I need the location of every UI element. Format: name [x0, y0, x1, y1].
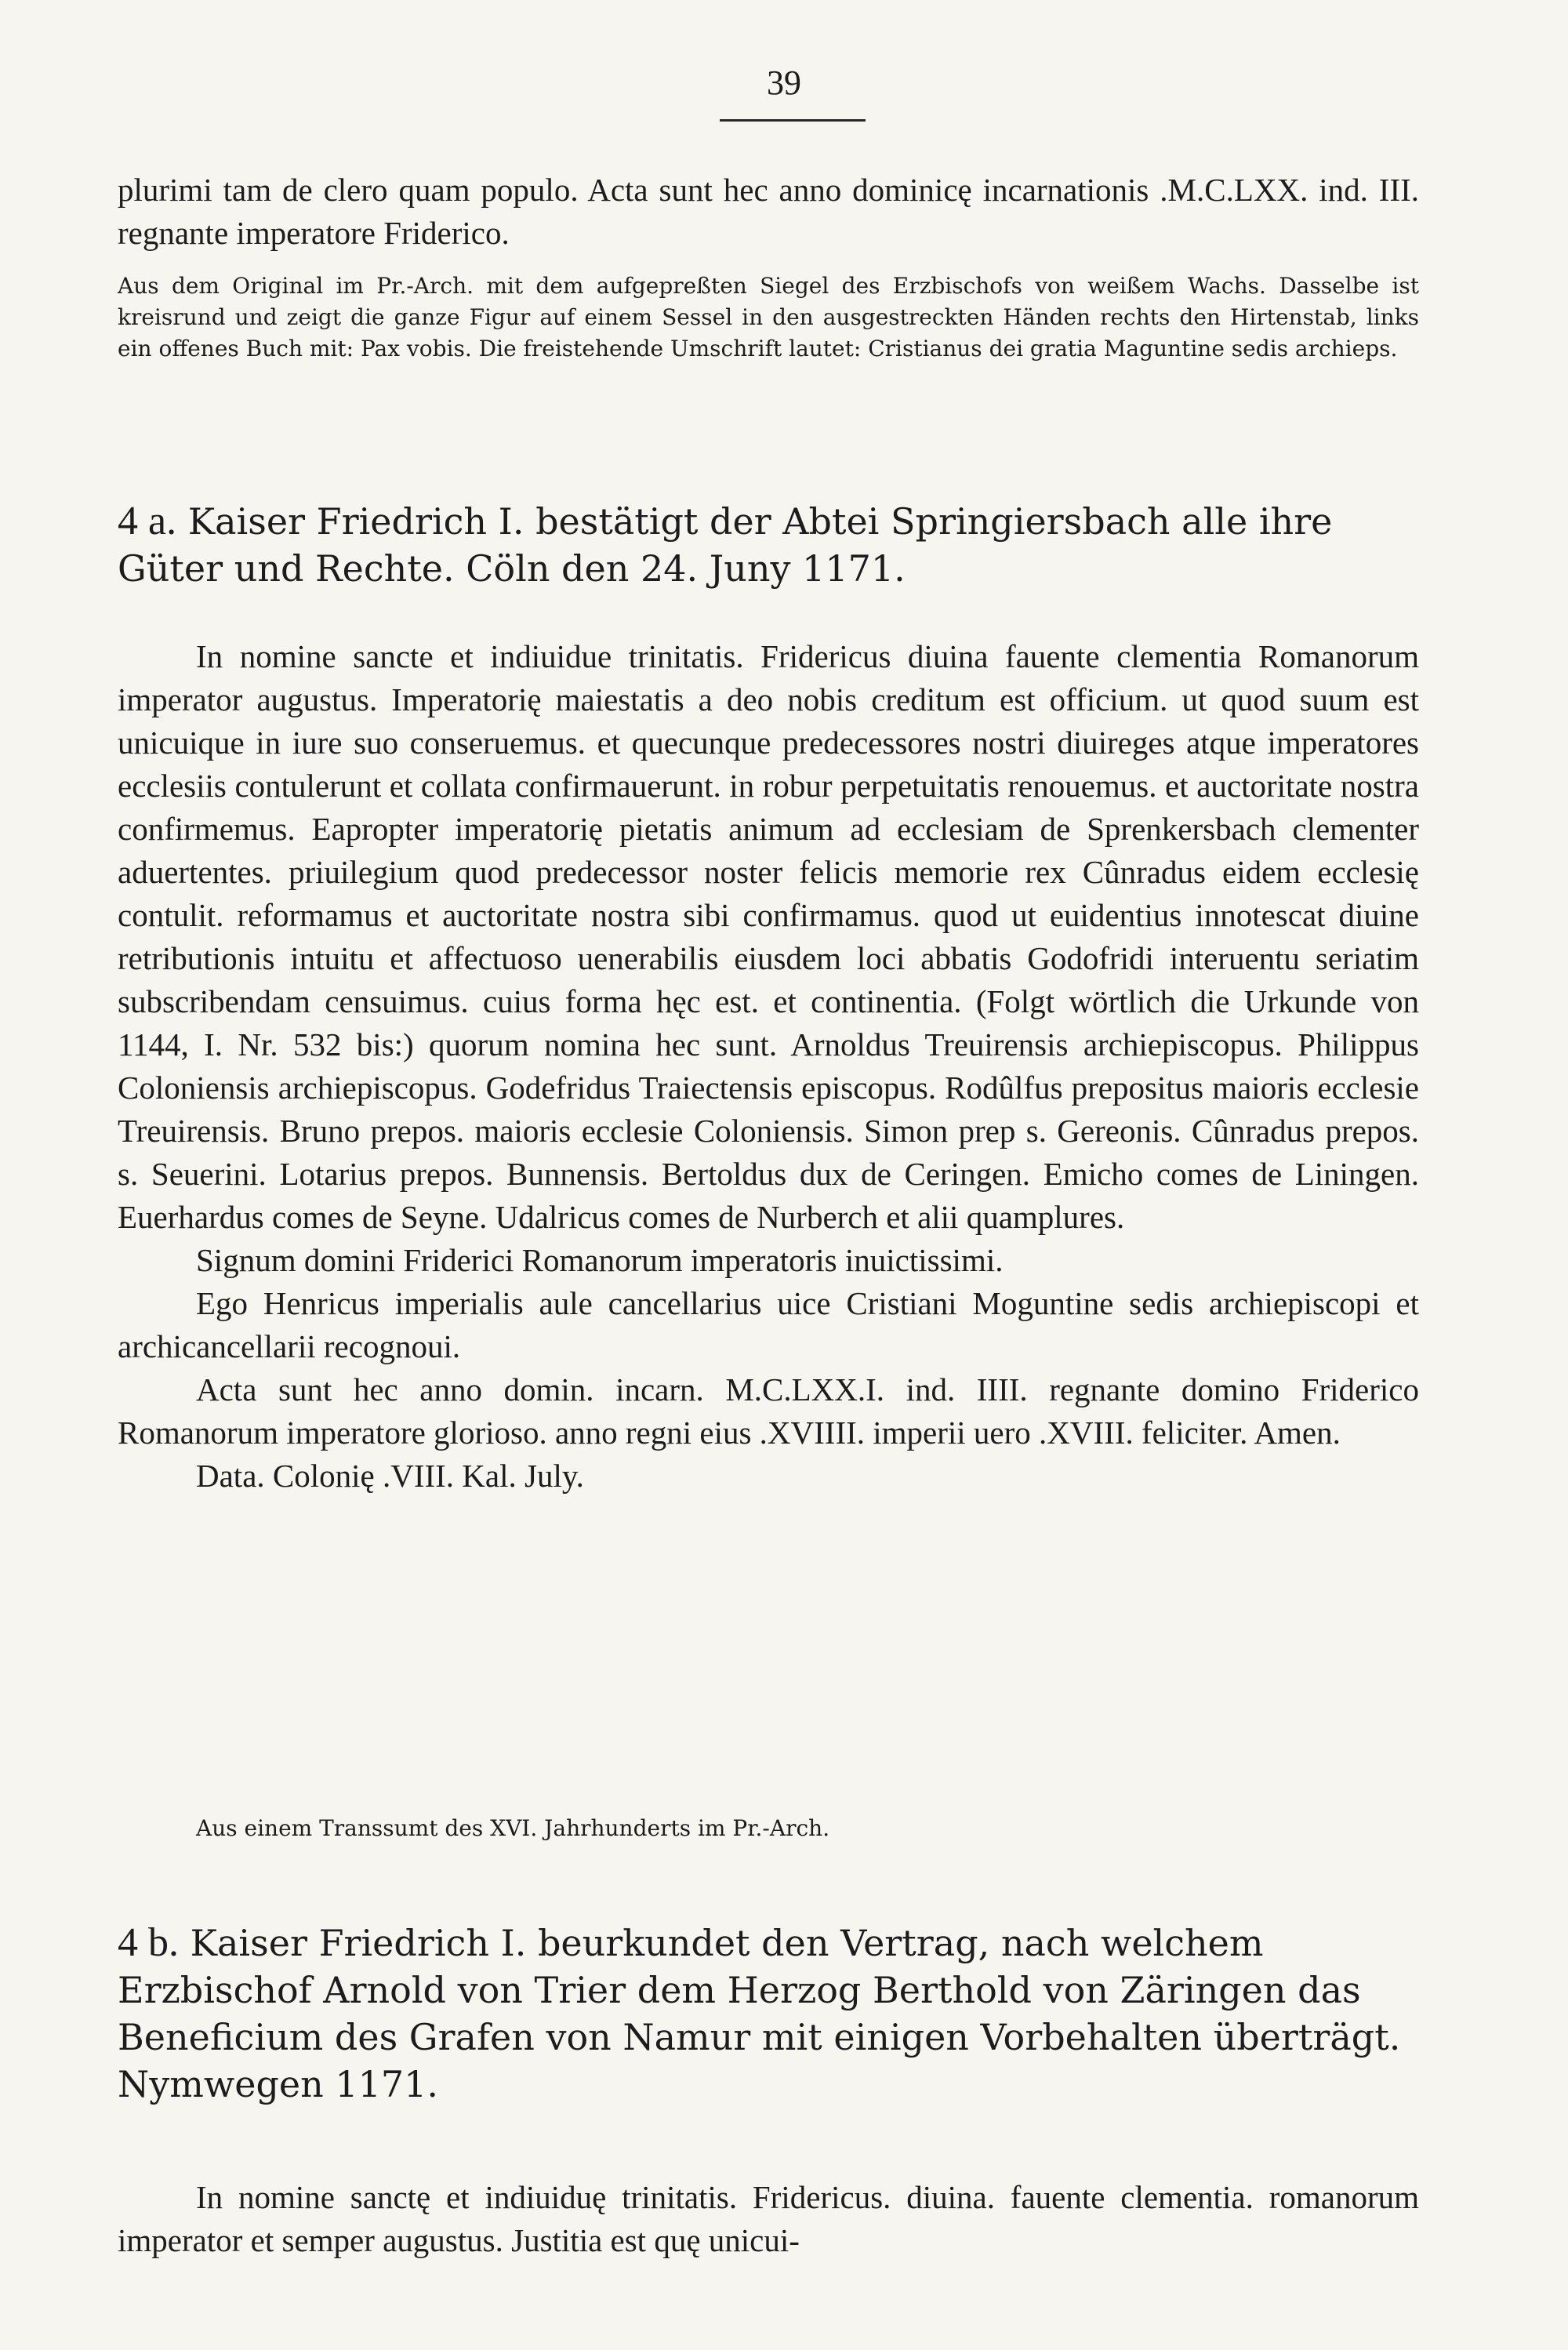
page-number: 39	[767, 64, 801, 102]
charter-4b-paragraph-1: In nomine sanctę et indiuiduę trinitatis. Fridericus. diuina. fauente clementia. romanorum imperator et semper augustus. Justitia est quę unicui-	[118, 2179, 1419, 2258]
heading-4b-number: 4 b.	[118, 1920, 179, 1965]
previous-charter-ending	[118, 169, 1419, 255]
previous-charter-text: plurimi tam de clero quam populo. Acta sunt hec anno dominicę incarnationis .M.C.LXX. ind. III. regnante imperatore Friderico.	[118, 172, 1419, 251]
charter-4a-paragraph-1: In nomine sancte et indiuidue trinitatis. Fridericus diuina fauente clementia Romanorum imperator augustus. Imperatorię maiestatis a deo nobis creditum est officium. ut quod suum est unicuique in iure suo conseruemus. et quecunque predecessores nostri diuireges atque imperatores ecclesiis contulerunt et collata confirmauerunt. in robur perpetuitatis renouemus. et auctoritate nostra confirmemus. Eapropter imperatorię pietatis animum ad ecclesiam de Sprenkersbach clementer aduertentes. priuilegium quod predecessor noster felicis memorie rex Cûnradus eidem ecclesię contulit. reformamus et auctoritate nostra sibi confirmamus. quod ut euidentius innotescat diuine retributionis intuitu et affectuoso uenerabilis eiusdem loci abbatis Godofridi interuentu seriatim subscribendam censuimus. cuius forma hęc est. et continentia. (Folgt wörtlich die Urkunde von 1144, I. Nr. 532 bis:) quorum nomina hec sunt. Arnoldus Treuirensis archiepiscopus. Philippus Coloniensis archiepiscopus. Godefridus Traiectensis episcopus. Rodûlfus prepositus maioris ecclesie Treuirensis. Bruno prepos. maioris ecclesie Coloniensis. Simon prep s. Gereonis. Cûnradus prepos. s. Seuerini. Lotarius prepos. Bunnensis. Bertoldus dux de Ceringen. Emicho comes de Liningen. Euerhardus comes de Seyne. Udalricus comes de Nurberch et alii quamplures.	[118, 638, 1419, 1235]
page-number-rule	[720, 119, 866, 122]
heading-4b-text	[118, 1920, 1419, 2108]
charter-4a-dating: Acta sunt hec anno domin. incarn. M.C.LXX.I. ind. IIII. regnante domino Friderico Romanorum imperatore glorioso. anno regni eius .XVIIII. imperii uero .XVIII. feliciter. Amen.	[118, 1371, 1419, 1451]
previous-charter-note-block	[118, 271, 1419, 365]
charter-4a-data: Data. Colonię .VIII. Kal. July.	[196, 1458, 584, 1494]
heading-4b-title: Kaiser Friedrich I. beurkundet den Vertrag, nach welchem Erzbischof Arnold von Trier dem Herzog Berthold von Zäringen das Beneficium des Grafen von Namur mit einigen Vorbehalten überträgt. Nymwegen 1171.	[118, 1922, 1401, 2105]
charter-4a-body	[118, 635, 1419, 1498]
charter-4a-note: Aus einem Transsumt des XVI. Jahrhunderts im Pr.-Arch.	[196, 1815, 830, 1841]
heading-4a-number: 4 a.	[118, 499, 177, 543]
charter-4b-body	[118, 2176, 1419, 2262]
charter-4a-note-block	[118, 1813, 1419, 1844]
charter-4a-signum: Signum domini Friderici Romanorum imperatoris inuictissimi.	[196, 1242, 1004, 1278]
heading-4a-text	[118, 498, 1419, 592]
heading-4b	[118, 1920, 1419, 2108]
previous-charter-note: Aus dem Original im Pr.-Arch. mit dem aufgepreßten Siegel des Erzbischofs von weißem Wachs. Dasselbe ist kreisrund und zeigt die ganze Figur auf einem Sessel in den ausgestreckten Händen rechts den Hirtenstab, links ein offenes Buch mit: Pax vobis. Die freistehende Umschrift lautet: Cristianus dei gratia Maguntine sedis archieps.	[118, 273, 1419, 361]
heading-4a-title: Kaiser Friedrich I. bestätigt der Abtei Springiersbach alle ihre Güter und Rechte. Cöln den 24. Juny 1171.	[118, 500, 1333, 590]
heading-4a	[118, 498, 1419, 592]
charter-4a-recognition: Ego Henricus imperialis aule cancellarius uice Cristiani Moguntine sedis archiepiscopi et archicancellarii recognoui.	[118, 1285, 1419, 1364]
